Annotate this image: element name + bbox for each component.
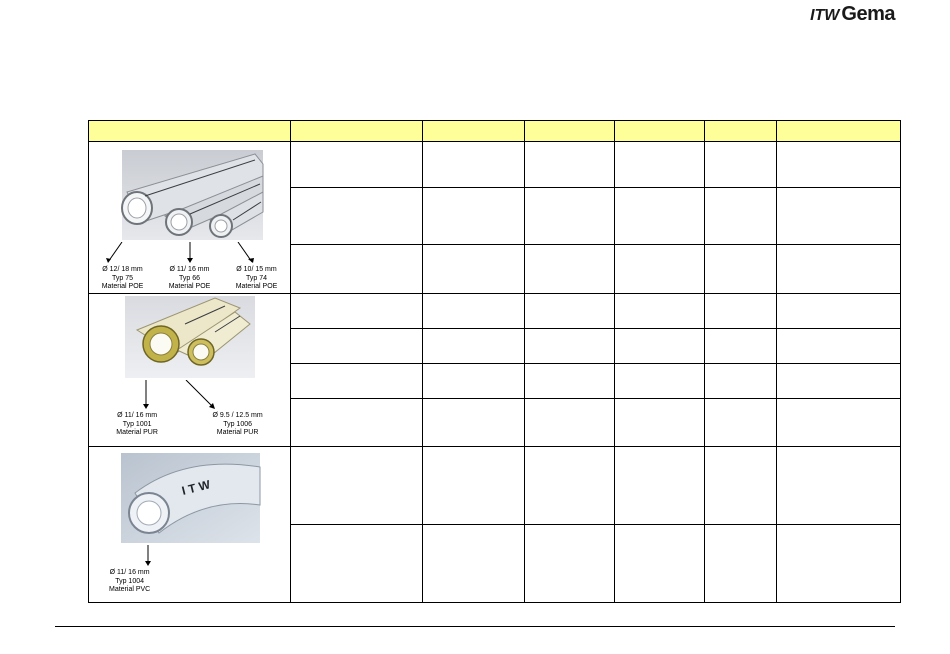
table-cell (615, 245, 705, 294)
table-row (89, 142, 901, 188)
table-cell (777, 188, 901, 245)
caption-type: Typ 1006 (223, 420, 253, 428)
caption-type: Typ 75 (111, 274, 133, 282)
table-cell (777, 364, 901, 399)
caption-material: Material PUR (216, 429, 259, 436)
table-cell (615, 399, 705, 447)
poe-hoses-photo (115, 142, 265, 242)
pointer-arrows (90, 242, 290, 264)
table-cell (705, 245, 777, 294)
header-cell (777, 121, 901, 142)
table-cell (423, 245, 525, 294)
table-cell (291, 364, 423, 399)
table-cell (615, 364, 705, 399)
table-cell (615, 294, 705, 329)
table-cell (291, 525, 423, 603)
caption-dimension: Ø 12/ 18 mm (102, 266, 143, 273)
table-cell (615, 329, 705, 364)
table-header-row (89, 121, 901, 142)
table-row (89, 294, 901, 329)
table-cell (291, 142, 423, 188)
header-cell (89, 121, 291, 142)
header-cell (423, 121, 525, 142)
svg-text:I T W: I T W (179, 477, 212, 498)
table-cell (777, 447, 901, 525)
caption-dimension: Ø 11/ 16 mm (109, 569, 150, 576)
table-cell (291, 329, 423, 364)
table-cell (423, 447, 525, 525)
table-cell (705, 525, 777, 603)
table-cell (705, 364, 777, 399)
table-cell (291, 399, 423, 447)
table-cell (525, 525, 615, 603)
table-cell (423, 399, 525, 447)
caption-material: Material PUR (116, 429, 158, 436)
pur-captions (89, 412, 290, 438)
caption-material: Material POE (235, 283, 278, 290)
caption-type: Typ 66 (178, 274, 200, 282)
table-cell (525, 364, 615, 399)
table-cell (615, 188, 705, 245)
header-cell (291, 121, 423, 142)
table-cell (423, 294, 525, 329)
logo-itw-text: ITW (810, 7, 840, 24)
table-cell (525, 245, 615, 294)
caption-dimension: Ø 11/ 16 mm (117, 412, 158, 419)
table-cell (705, 142, 777, 188)
hose-caption (102, 266, 144, 292)
hose-caption (169, 266, 211, 292)
table-cell (777, 329, 901, 364)
table-cell (615, 142, 705, 188)
caption-dimension: Ø 10/ 15 mm (236, 266, 277, 273)
table-cell (423, 364, 525, 399)
caption-type: Typ 74 (245, 274, 267, 282)
table-cell (777, 399, 901, 447)
table-cell (291, 447, 423, 525)
header-cell (615, 121, 705, 142)
table-cell (525, 142, 615, 188)
hose-caption (109, 569, 150, 595)
caption-material: Material POE (168, 283, 211, 290)
table-cell (777, 294, 901, 329)
header-cell (705, 121, 777, 142)
table-cell (423, 142, 525, 188)
caption-type: Typ 1001 (122, 420, 152, 428)
caption-material: Material POE (101, 283, 144, 290)
logo-gema-text: Gema (841, 3, 895, 25)
header-cell (525, 121, 615, 142)
table-cell (525, 188, 615, 245)
hose-caption (213, 412, 263, 438)
caption-type: Typ 1004 (115, 577, 145, 585)
itw-gema-logo (810, 3, 895, 26)
table-cell (705, 294, 777, 329)
table-cell (705, 329, 777, 364)
table-cell (291, 294, 423, 329)
table-cell (291, 188, 423, 245)
pointer-arrow (90, 545, 290, 567)
footer-divider (55, 626, 895, 627)
pvc-photo-cell (89, 447, 291, 603)
pur-photo-cell (89, 294, 291, 447)
hose-comparison-table (88, 120, 901, 603)
table-cell (291, 245, 423, 294)
pur-hoses-photo (115, 294, 265, 380)
table-cell (615, 447, 705, 525)
pvc-captions (89, 569, 290, 595)
hose-caption (116, 412, 158, 438)
pointer-arrows (90, 380, 290, 410)
table-cell (525, 447, 615, 525)
table-cell (705, 447, 777, 525)
caption-dimension: Ø 11/ 16 mm (169, 266, 210, 273)
table-cell (705, 188, 777, 245)
poe-photo-cell (89, 142, 291, 294)
table-cell (705, 399, 777, 447)
table-cell (525, 329, 615, 364)
table-cell (777, 245, 901, 294)
pvc-hose-photo (115, 447, 265, 545)
table-cell (777, 142, 901, 188)
table-cell (423, 525, 525, 603)
table-cell (525, 294, 615, 329)
hose-caption (236, 266, 278, 292)
poe-captions (89, 266, 290, 292)
table-row (89, 447, 901, 525)
caption-material: Material PVC (109, 586, 151, 593)
caption-dimension: Ø 9.5 / 12.5 mm (212, 412, 263, 419)
table-cell (777, 525, 901, 603)
table-cell (423, 188, 525, 245)
table-cell (525, 399, 615, 447)
table-cell (423, 329, 525, 364)
table-cell (615, 525, 705, 603)
